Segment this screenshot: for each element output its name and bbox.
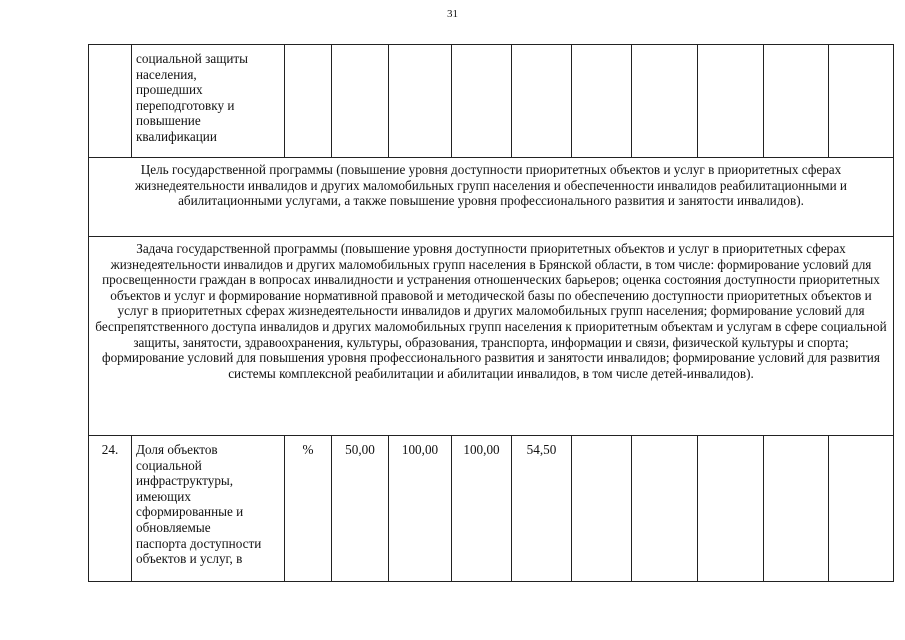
value-cell: [829, 45, 894, 158]
indicator-name-line: повышение: [136, 113, 201, 129]
value-cell: [764, 45, 829, 158]
indicator-name-cell: [132, 436, 285, 582]
cell-number: [89, 45, 132, 158]
value-cell: [632, 436, 698, 582]
row-number: 24.: [89, 436, 132, 582]
program-goal-text: Цель государственной программы (повышение уровня доступности приоритетных объектов и услуг в приоритетных сферах жизнедеятельности инвалидов и других маломобильных групп населения и обеспеченности инвалидов реабилитационными и абилитационными услугами, а также повышение уровня профессионального развития и занятости инвалидов).: [89, 158, 894, 237]
indicator-name-line: паспорта доступности: [136, 535, 262, 551]
unit-cell: [285, 45, 332, 158]
value-cell: [332, 45, 389, 158]
value-cell: [698, 436, 764, 582]
indicator-name-line: прошедших: [136, 82, 203, 98]
value-cell: 54,50: [512, 436, 572, 582]
value-cell: [764, 436, 829, 582]
goal-row: [89, 158, 894, 237]
value-cell: [829, 436, 894, 582]
page-number: 31: [447, 8, 458, 20]
value-cell: [389, 45, 452, 158]
indicator-name-line: Доля объектов: [136, 442, 218, 457]
indicator-name-cell: [132, 45, 285, 158]
value-cell: 100,00: [452, 436, 512, 582]
indicator-name-line: обновляемые: [136, 519, 211, 535]
value-cell: [632, 45, 698, 158]
table-row: [89, 436, 894, 582]
table-row-continued: [89, 45, 894, 158]
unit-cell: %: [285, 436, 332, 582]
value-cell: [698, 45, 764, 158]
indicator-name-line: социальной защиты: [136, 51, 249, 66]
task-row: [89, 237, 894, 436]
value-cell: [572, 45, 632, 158]
indicator-name-line: инфраструктуры,: [136, 473, 234, 489]
value-cell: 100,00: [389, 436, 452, 582]
indicator-name-line: объектов и услуг, в: [136, 551, 243, 567]
indicator-name-line: переподготовку и: [136, 97, 235, 113]
indicator-name-line: населения,: [136, 66, 197, 82]
value-cell: [572, 436, 632, 582]
indicator-name-line: социальной: [136, 457, 202, 473]
indicator-name-line: сформированные и: [136, 504, 244, 520]
value-cell: 50,00: [332, 436, 389, 582]
program-task-text: Задача государственной программы (повышение уровня доступности приоритетных объектов и услуг в приоритетных сферах жизнедеятельности инвалидов и других маломобильных групп населения в Брянской области, в том числе: формирование условий для просвещенности граждан в вопросах инвалидности и устранения отношенческих барьеров; оценка состояния доступности приоритетных объектов и услуг и формирование нормативной правовой и методической базы по обеспечению доступности приоритетных объектов и услуг в приоритетных сферах жизнедеятельности инвалидов и других маломобильных групп населения; формирование условий для беспрепятственного доступа инвалидов и других маломобильных групп населения к приоритетным объектам и услугам в сфере социальной защиты, занятости, здравоохранения, культуры, образования, транспорта, информации и связи, физической культуры и спорта; формирование условий для повышения уровня профессионального развития и занятости инвалидов; формирование условий для развития системы комплексной реабилитации и абилитации инвалидов, в том числе детей-инвалидов).: [89, 237, 894, 436]
indicator-name-line: имеющих: [136, 488, 191, 504]
value-cell: [452, 45, 512, 158]
indicator-table: [88, 44, 894, 582]
value-cell: [512, 45, 572, 158]
indicator-name-line: квалификации: [136, 128, 217, 144]
